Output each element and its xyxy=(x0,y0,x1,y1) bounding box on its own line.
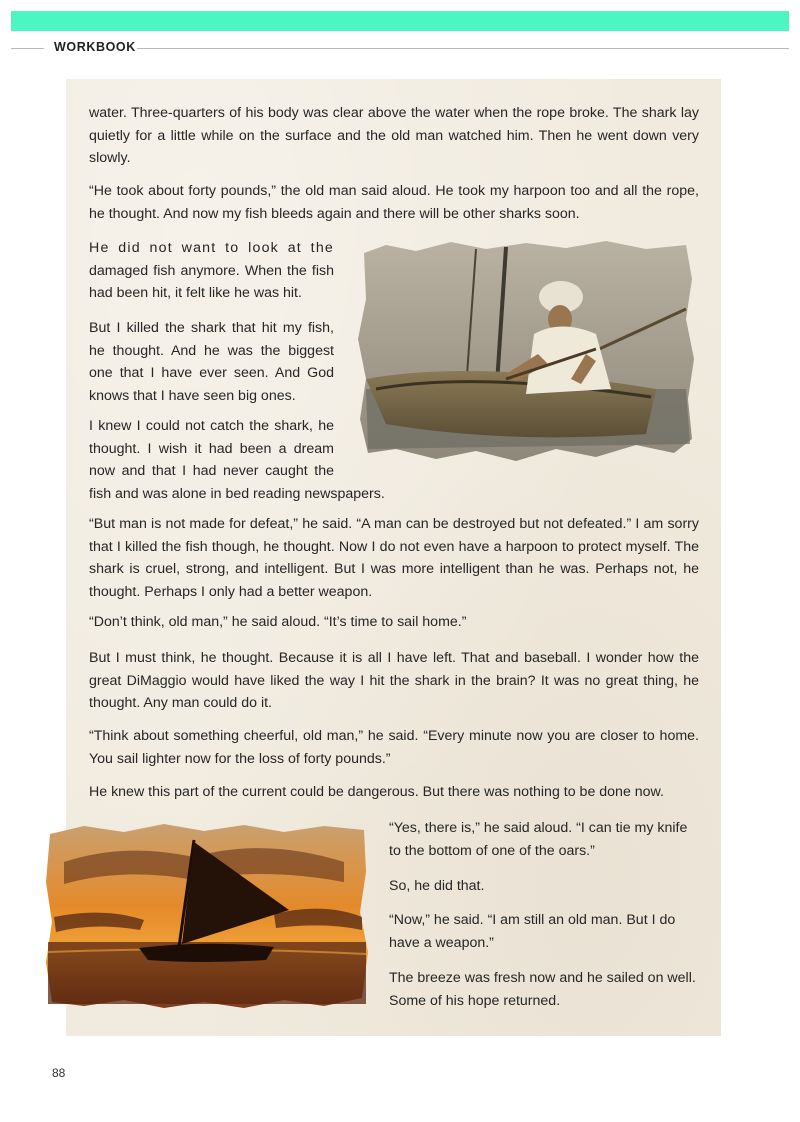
paragraph-3-line: had been hit, it felt like he was hit. xyxy=(89,285,302,301)
old-man-boat-illustration xyxy=(356,239,696,464)
paragraph-12: So, he did that. xyxy=(389,878,485,894)
paragraph-11-line: to the bottom of one of the oars.” xyxy=(389,842,595,859)
sailboat-sunset-illustration xyxy=(44,822,370,1010)
paragraph-5-line: I knew I could not catch the shark, he xyxy=(89,418,334,434)
section-label: WORKBOOK xyxy=(54,40,136,54)
paragraph-4-line: But I killed the shark that hit my fish, xyxy=(89,320,334,336)
paragraph-5-line: now and that I had never caught the xyxy=(89,463,334,479)
paragraph-1: water. Three-quarters of his body was clear above the water when the rope broke. The shark lay quietly for a little while on the surface and the old man watched him. Then he went down very slowly. xyxy=(89,105,699,166)
paragraph-10: He knew this part of the current could be dangerous. But there was nothing to be done now. xyxy=(89,784,664,800)
paragraph-14-line: The breeze was fresh now and he sailed on well. xyxy=(389,970,696,986)
header-rule-left xyxy=(11,48,44,49)
paragraph-14 xyxy=(389,967,709,1012)
paragraph-13 xyxy=(389,909,709,954)
paragraph-11 xyxy=(389,817,709,862)
paragraph-4-line: he thought. And he was the biggest xyxy=(89,342,334,359)
header-rule-right xyxy=(137,48,789,49)
paragraph-13-line: have a weapon.” xyxy=(389,934,494,951)
paragraph-6: “But man is not made for defeat,” he said. “A man can be destroyed but not defeated.” I am sorry that I killed the fish though, he thought. Now I do not even have a harpoon to protect myself. The shark is cruel, strong, and intelligent. But I was more intelligent than he was. Perhaps not, he thought. Perhaps I only had a better weapon. xyxy=(89,516,699,600)
paragraph-4 xyxy=(89,317,334,407)
paragraph-14-line: Some of his hope returned. xyxy=(389,992,561,1009)
paragraph-5-line: fish and was alone in bed reading newspapers. xyxy=(89,485,385,502)
paragraph-5-line: thought. I wish it had been a dream xyxy=(89,440,334,457)
paragraph-7: “Don’t think, old man,” he said aloud. “It’s time to sail home.” xyxy=(89,614,467,630)
page-number: 88 xyxy=(52,1066,66,1080)
paragraph-2: “He took about forty pounds,” the old man said aloud. He took my harpoon too and all the rope, he thought. And now my fish bleeds again and there will be other sharks soon. xyxy=(89,183,699,222)
paragraph-4-line: knows that I have seen big ones. xyxy=(89,387,296,404)
paragraph-3-line: He did not want to look at the xyxy=(89,240,334,256)
paragraph-3 xyxy=(89,237,334,305)
paragraph-3-line: damaged fish anymore. When the fish xyxy=(89,262,334,279)
paragraph-8: But I must think, he thought. Because it is all I have left. That and baseball. I wonder how the great DiMaggio would have liked the way I hit the shark in the brain? It was no great thing, he thought. Any man could do it. xyxy=(89,650,699,711)
paragraph-13-line: “Now,” he said. “I am still an old man. But I do xyxy=(389,912,676,928)
paragraph-4-line: one that I have ever seen. And God xyxy=(89,365,334,381)
paragraph-9: “Think about something cheerful, old man,” he said. “Every minute now you are closer to home. You sail lighter now for the loss of forty pounds.” xyxy=(89,728,699,767)
top-accent-bar xyxy=(11,11,789,31)
paragraph-11-line: “Yes, there is,” he said aloud. “I can tie my knife xyxy=(389,820,688,836)
